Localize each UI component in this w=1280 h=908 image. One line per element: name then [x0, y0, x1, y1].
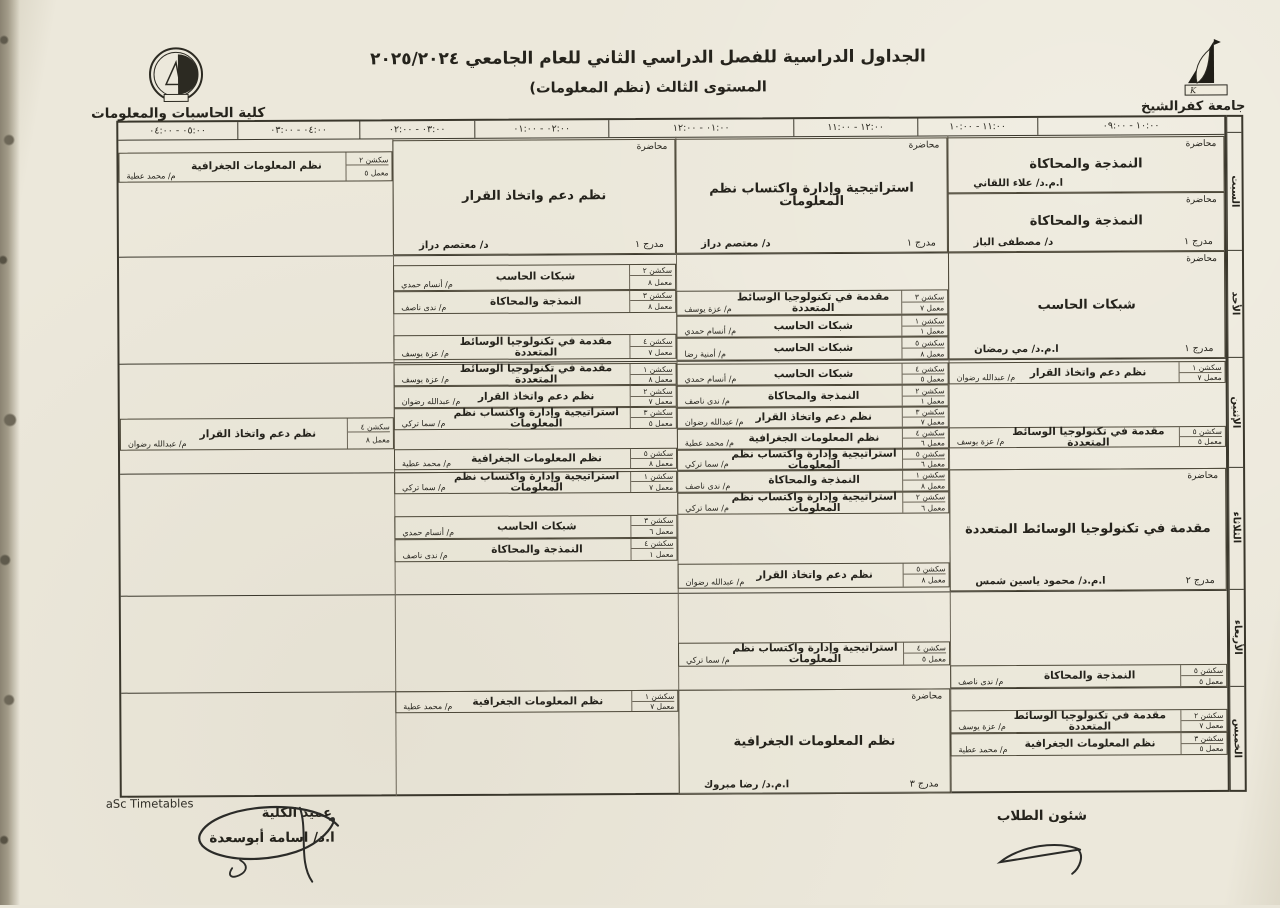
day-column-corner	[1227, 117, 1241, 133]
course-name: النمذجة والمحاكاة	[1043, 669, 1136, 683]
course-name: مقدمة في تكنولوجيا الوسائط المتعددة	[965, 520, 1211, 538]
section-lab-block	[903, 643, 949, 665]
lab-label: معمل ٨	[920, 480, 946, 491]
course-name: النمذجة والمحاكاة	[1029, 213, 1143, 230]
lab-label: معمل ٨	[648, 374, 673, 384]
lab-label: معمل ٧	[650, 701, 675, 711]
section-label: سكشن ١	[902, 316, 944, 326]
section-cell	[677, 385, 949, 408]
section-lab-block	[1180, 710, 1226, 731]
section-cell	[118, 151, 392, 182]
section-cell	[949, 426, 1226, 448]
section-cell	[394, 385, 677, 408]
page-title: الجداول الدراسية للفصل الدراسي الثاني للعام الجامعي ٢٠٢٥/٢٠٢٤	[369, 46, 926, 70]
column-separator-line	[395, 594, 397, 692]
course-name: شبكات الحاسب	[773, 367, 854, 381]
section-label: سكشن ٣	[631, 516, 673, 526]
section-lab-block	[630, 516, 676, 537]
section-lab-block	[629, 264, 675, 288]
students-affairs-signature	[992, 836, 1087, 885]
section-cell	[678, 642, 950, 667]
section-lab-block	[631, 691, 677, 711]
page-subtitle: المستوى الثالث (نظم المعلومات)	[529, 79, 767, 97]
teacher-name: ا.م.د/ علاء اللقاني	[973, 177, 1064, 190]
course-name: مقدمة في تكنولوجيا الوسائط المتعددة	[459, 362, 613, 386]
course-name: مقدمة في تكنولوجيا الوسائط المتعددة	[1012, 424, 1165, 449]
section-lab-block	[902, 449, 948, 468]
lab-label: معمل ٨	[920, 349, 945, 359]
grid-body	[118, 134, 1227, 798]
course-name: استراتيجية وإدارة واكتساب نظم المعلومات	[453, 470, 620, 494]
room-label: مدرج ١	[634, 238, 664, 250]
lab-label: معمل ٦	[649, 526, 674, 537]
teacher-name: م/ عبدالله رضوان	[956, 373, 1016, 383]
course-name: النمذجة والمحاكاة	[491, 543, 583, 556]
lab-label: معمل ٨	[365, 435, 390, 445]
time-slot-cell: ١١:٠٠ - ١٠:٠٠	[917, 118, 1037, 136]
day-column-separator	[1229, 467, 1243, 468]
day-label: الأربعاء	[1231, 619, 1243, 655]
course-name: نظم المعلومات الجغرافية	[748, 431, 880, 445]
teacher-name: م/ أنسام حمدي	[401, 279, 453, 289]
lab-label: معمل ٦	[920, 438, 945, 448]
teacher-name: م/ سما تركي	[685, 503, 729, 513]
lab-label: معمل ٧	[1199, 721, 1224, 731]
section-label: سكشن ٥	[1181, 666, 1223, 676]
section-label: سكشن ٤	[903, 428, 945, 438]
course-name: نظم المعلومات الجغرافية	[1024, 737, 1156, 751]
faculty-name: كلية الحاسبات والمعلومات	[91, 104, 266, 122]
course-name: استراتيجية وإدارة واكتساب نظم المعلومات	[709, 180, 914, 210]
teacher-name: ا.م.د/ رضا مبروك	[703, 779, 790, 791]
course-name: النمذجة والمحاكاة	[767, 389, 860, 403]
section-cell	[950, 664, 1227, 688]
course-name: استراتيجية وإدارة واكتساب نظم المعلومات	[731, 447, 897, 471]
section-lab-block	[901, 364, 947, 384]
course-name: شبكات الحاسب	[497, 520, 577, 533]
timetable-grid	[116, 115, 1230, 798]
time-slot-cell: ١٠:٠٠ - ٠٩:٠٠	[1037, 117, 1224, 135]
lecture-type-label: محاضرة	[636, 141, 668, 152]
faculty-seal-icon	[144, 44, 208, 112]
day-column	[1226, 115, 1247, 792]
course-name: نظم دعم واتخاذ القرار	[1029, 366, 1147, 379]
course-name: نظم دعم واتخاذ القرار	[462, 188, 607, 205]
teacher-name: م/ عبدالله رضوان	[127, 439, 187, 449]
section-label: سكشن ٤	[902, 364, 944, 374]
section-lab-block	[901, 316, 947, 336]
day-separator-line	[121, 590, 1227, 597]
section-lab-block	[903, 563, 949, 586]
lab-label: معمل ٥	[921, 654, 947, 664]
teacher-name: م/ عزة يوسف	[684, 304, 732, 315]
section-lab-block	[902, 492, 948, 512]
section-lab-block	[345, 152, 391, 180]
section-cell	[678, 562, 950, 588]
section-lab-block	[1179, 362, 1225, 382]
day-label: الخميس	[1231, 718, 1244, 759]
university-name: جامعة كفرالشيخ	[1141, 98, 1246, 115]
lecture-cell	[392, 139, 676, 255]
section-lab-block	[630, 364, 676, 384]
time-slot-cell: ٠٤:٠٠ - ٠٣:٠٠	[237, 121, 360, 139]
section-label: سكشن ٢	[903, 493, 945, 503]
section-label: سكشن ٤	[348, 422, 390, 432]
section-label: سكشن ٥	[902, 338, 944, 348]
time-slot-cell: ٠٥:٠٠ - ٠٤:٠٠	[149, 125, 206, 137]
section-label: سكشن ١	[631, 472, 673, 482]
section-label: سكشن ٤	[904, 644, 946, 654]
section-cell	[395, 690, 678, 713]
teacher-name: م/ ندى ناصف	[685, 481, 731, 491]
teacher-name: ا.م.د/ محمود ياسين شمس	[975, 575, 1106, 587]
lab-label: معمل ٦	[920, 459, 946, 469]
day-column-separator	[1230, 686, 1244, 687]
section-cell	[394, 538, 677, 562]
section-label: سكشن ٣	[630, 291, 672, 301]
lab-label: معمل ٥	[648, 418, 673, 428]
lecture-cell	[948, 192, 1225, 252]
teacher-name: م/ سما تركي	[401, 419, 446, 429]
generator-label: aSc Timetables	[105, 796, 194, 811]
teacher-name: م/ محمد عطية	[403, 702, 453, 712]
section-label: سكشن ٥	[631, 449, 673, 459]
course-name: شبكات الحاسب	[495, 270, 576, 283]
course-name: نظم دعم واتخاذ القرار	[477, 389, 595, 403]
section-cell	[393, 363, 676, 386]
teacher-name: م/ عبدالله رضوان	[401, 397, 461, 407]
lecture-cell	[678, 689, 950, 795]
section-lab-block	[630, 408, 676, 428]
teacher-name: م/ سما تركي	[685, 459, 729, 469]
section-lab-block	[630, 386, 676, 406]
section-lab-block	[1180, 665, 1226, 686]
teacher-name: م/ أمنية رضا	[684, 349, 726, 360]
dean-signature	[180, 789, 366, 894]
section-label: سكشن ١	[631, 364, 673, 374]
teacher-name: م/ أنسام حمدي	[402, 527, 455, 537]
course-name: مقدمة في تكنولوجيا الوسائط المتعددة	[459, 334, 613, 359]
teacher-name: د/ معتصم دراز	[419, 239, 489, 251]
course-name: مقدمة في تكنولوجيا الوسائط المتعددة	[736, 290, 890, 315]
teacher-name: م/ محمد عطية	[126, 171, 176, 181]
lecture-type-label: محاضرة	[1185, 138, 1217, 150]
teacher-name: م/ عزة يوسف	[401, 375, 450, 385]
section-cell	[677, 448, 949, 470]
time-slot-cell: ٠٣:٠٠ - ٠٢:٠٠	[359, 121, 474, 139]
lab-label: معمل ٧	[920, 303, 945, 313]
day-column-separator	[1228, 250, 1242, 251]
teacher-name: م/ عزة يوسف	[401, 349, 449, 359]
section-label: سكشن ١	[903, 471, 945, 481]
teacher-name: م/ عبدالله رضوان	[684, 417, 744, 427]
lecture-cell	[947, 136, 1224, 193]
section-cell	[677, 407, 949, 429]
course-name: نظم دعم واتخاذ القرار	[199, 427, 317, 440]
section-cell	[677, 427, 949, 449]
lecture-type-label: محاضرة	[1185, 194, 1217, 205]
section-cell	[120, 417, 394, 450]
section-cell	[676, 315, 948, 338]
teacher-name: م/ أنسام حمدي	[684, 326, 737, 337]
section-cell	[394, 448, 677, 470]
teacher-name: م/ سما تركي	[686, 655, 730, 666]
teacher-name: م/ ندى ناصف	[684, 396, 730, 406]
lab-label: معمل ٧	[648, 347, 673, 357]
lecture-type-label: محاضرة	[1187, 470, 1219, 482]
section-cell	[677, 491, 949, 514]
section-lab-block	[902, 428, 948, 447]
section-label: سكشن ٢	[631, 386, 673, 396]
students-affairs-label: شئون الطلاب	[996, 807, 1088, 825]
time-slot-cell: ١٢:٠٠ - ١١:٠٠	[793, 119, 918, 137]
lab-label: معمل ٧	[649, 482, 674, 492]
lecture-type-label: محاضرة	[911, 691, 943, 702]
lecture-cell	[948, 251, 1226, 360]
course-name: نظم المعلومات الجغرافية	[191, 160, 322, 173]
section-label: سكشن ٣	[631, 408, 673, 418]
course-name: نظم دعم واتخاذ القرار	[755, 410, 873, 424]
lab-label: معمل ٨	[648, 302, 673, 312]
section-cell	[393, 334, 676, 360]
course-name: استراتيجية وإدارة واكتساب نظم المعلومات	[453, 406, 619, 430]
room-label: مدرج ١	[1184, 343, 1214, 355]
section-lab-block	[630, 449, 676, 468]
course-name: مقدمة في تكنولوجيا الوسائط المتعددة	[1013, 708, 1167, 733]
teacher-name: د/ معتصم دراز	[701, 237, 771, 250]
lab-label: معمل ١	[920, 326, 945, 336]
lab-label: معمل ٦	[921, 502, 946, 513]
section-label: سكشن ٢	[630, 266, 672, 276]
lab-label: معمل ٧	[920, 417, 945, 427]
section-label: سكشن ٥	[904, 564, 946, 574]
section-label: سكشن ٥	[1180, 427, 1222, 437]
section-lab-block	[901, 291, 947, 314]
course-name: النمذجة والمحاكاة	[768, 474, 860, 487]
lab-label: معمل ٥	[364, 168, 389, 178]
section-label: سكشن ٢	[1181, 711, 1223, 721]
lecture-cell	[949, 468, 1227, 591]
section-label: سكشن ٣	[1181, 734, 1223, 744]
lab-label: معمل ٧	[1197, 372, 1222, 383]
section-lab-block	[1180, 733, 1226, 754]
dean-name: ا.د/ اسامة أبوسعدة	[209, 829, 335, 847]
lab-label: معمل ٥	[1197, 437, 1222, 447]
teacher-name: م/ محمد عطية	[684, 438, 734, 448]
section-lab-block	[902, 408, 948, 427]
section-label: سكشن ٢	[346, 155, 388, 165]
svg-text:K: K	[1190, 86, 1197, 96]
day-column-separator	[1229, 357, 1243, 358]
lab-label: معمل ١	[649, 549, 674, 559]
day-label: السبت	[1229, 175, 1241, 208]
section-lab-block	[630, 539, 676, 560]
day-label: الإثنين	[1230, 396, 1242, 428]
section-cell	[677, 469, 949, 492]
dean-title: عميد الكلية	[261, 805, 333, 821]
lecture-type-label: محاضرة	[1186, 253, 1218, 264]
section-lab-block	[902, 470, 948, 490]
section-cell	[950, 732, 1227, 756]
section-cell	[393, 289, 676, 314]
section-lab-block	[347, 418, 393, 448]
lab-label: معمل ٥	[1199, 744, 1224, 754]
lab-label: معمل ١	[920, 396, 945, 406]
teacher-name: م/ ندى ناصف	[958, 677, 1004, 687]
university-sailboat-icon	[1176, 37, 1234, 107]
course-name: شبكات الحاسب	[773, 319, 854, 333]
section-cell	[394, 515, 677, 539]
day-label: الثلاثاء	[1230, 511, 1242, 544]
section-lab-block	[629, 290, 675, 312]
section-cell	[394, 471, 677, 494]
section-lab-block	[630, 472, 676, 492]
teacher-name: م/ أنسام حمدي	[684, 374, 737, 384]
lab-label: معمل ٥	[1199, 676, 1224, 686]
teacher-name: م/ محمد عطية	[958, 745, 1008, 755]
teacher-name: م/ ندى ناصف	[402, 550, 448, 560]
lab-label: معمل ٧	[648, 396, 673, 406]
course-name: النمذجة والمحاكاة	[1029, 156, 1143, 173]
section-label: سكشن ٣	[903, 408, 945, 418]
teacher-name: م/ سما تركي	[402, 482, 446, 493]
teacher-name: م/ عزة يوسف	[958, 722, 1006, 732]
teacher-name: د/ مصطفى الباز	[973, 236, 1054, 248]
teacher-name: م/ ندى ناصف	[401, 303, 447, 313]
teacher-name: م/ عزة يوسف	[956, 437, 1005, 447]
course-name: استراتيجية وإدارة واكتساب نظم المعلومات	[732, 642, 898, 666]
room-label: مدرج ٣	[909, 778, 939, 790]
section-cell	[676, 290, 948, 316]
day-label: الأحد	[1229, 291, 1241, 316]
lab-label: معمل ٨	[647, 277, 673, 287]
section-label: سكشن ٤	[631, 539, 673, 549]
teacher-name: ا.م.د/ مي رمضان	[974, 344, 1059, 356]
section-label: سكشن ٣	[902, 292, 944, 302]
section-cell	[948, 361, 1225, 384]
section-lab-block	[902, 386, 948, 406]
section-cell	[393, 263, 676, 290]
course-name: نظم المعلومات الجغرافية	[472, 694, 604, 708]
course-name: نظم المعلومات الجغرافية	[733, 733, 896, 750]
course-name: نظم دعم واتخاذ القرار	[756, 568, 873, 582]
section-lab-block	[1179, 427, 1225, 446]
day-column-separator	[1230, 588, 1244, 589]
section-label: سكشن ٤	[630, 337, 672, 347]
room-label: مدرج ١	[906, 237, 936, 249]
column-separator-line	[678, 592, 680, 690]
course-name: شبكات الحاسب	[1037, 297, 1136, 313]
section-cell	[676, 337, 948, 361]
teacher-name: م/ محمد عطية	[401, 458, 452, 469]
lecture-cell	[675, 137, 948, 253]
room-label: مدرج ٢	[1185, 574, 1215, 586]
lab-label: معمل ٥	[920, 374, 945, 384]
section-label: سكشن ١	[632, 691, 674, 701]
course-name: استراتيجية وإدارة واكتساب نظم المعلومات	[731, 490, 897, 515]
section-cell	[677, 363, 949, 386]
time-slot-cell: ٠٢:٠٠ - ٠١:٠٠	[474, 120, 609, 138]
section-lab-block	[901, 338, 947, 359]
day-column-body	[1227, 133, 1244, 791]
lab-label: معمل ٨	[921, 575, 946, 585]
lab-label: معمل ٨	[648, 458, 674, 468]
section-cell	[950, 709, 1227, 733]
teacher-name: م/ عبدالله رضوان	[685, 577, 745, 587]
section-lab-block	[629, 335, 675, 358]
section-cell	[394, 407, 677, 430]
course-name: النمذجة والمحاكاة	[489, 295, 582, 308]
section-label: سكشن ١	[1180, 363, 1222, 373]
course-name: شبكات الحاسب	[773, 342, 854, 355]
section-label: سكشن ٢	[903, 386, 945, 396]
room-label: مدرج ١	[1183, 235, 1213, 247]
course-name: نظم المعلومات الجغرافية	[471, 452, 602, 465]
section-label: سكشن ٥	[903, 449, 945, 459]
time-slot-cell: ٠١:٠٠ - ١٢:٠٠	[608, 119, 793, 137]
lecture-type-label: محاضرة	[908, 140, 940, 151]
